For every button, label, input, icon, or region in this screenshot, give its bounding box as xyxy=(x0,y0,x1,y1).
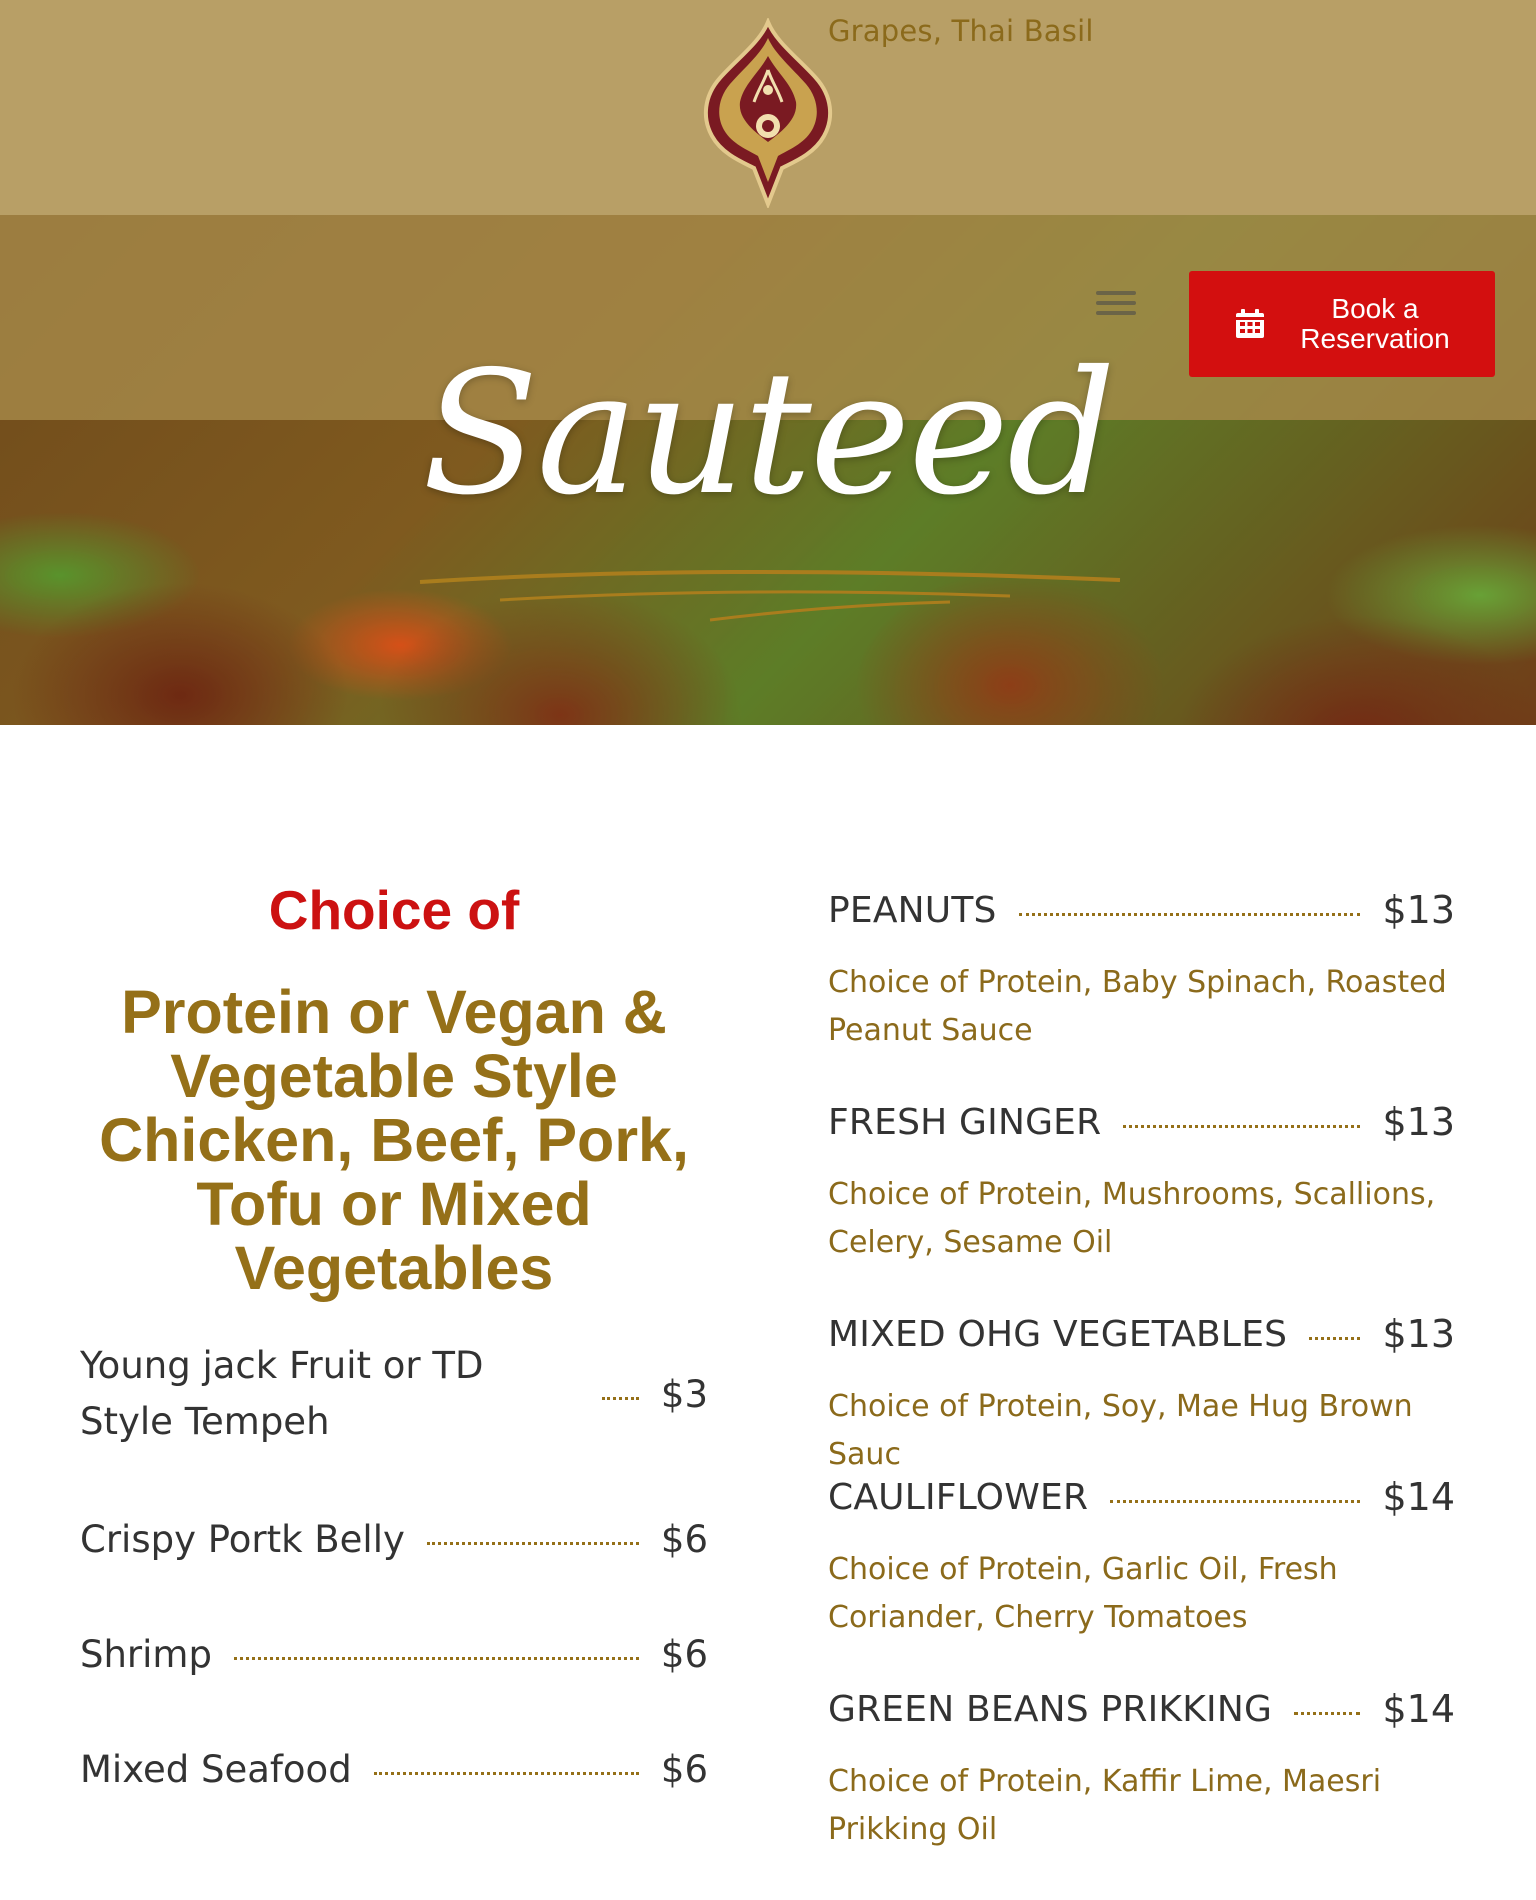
hero-banner xyxy=(0,215,1536,725)
dish-price: $14 xyxy=(1382,1475,1455,1519)
addon-row xyxy=(80,1748,708,1791)
dot-leader xyxy=(1123,1125,1360,1128)
dot-leader xyxy=(1309,1337,1360,1340)
dish-description: Choice of Protein, Garlic Oil, Fresh Coriander, Cherry Tomatoes xyxy=(828,1552,1338,1635)
dish-description: Choice of Protein, Mushrooms, Scallions, Celery, Sesame Oil xyxy=(828,1177,1436,1260)
dish-price: $13 xyxy=(1382,888,1455,932)
page-title: Sauteed xyxy=(422,335,1114,533)
dish-row xyxy=(828,1100,1455,1144)
dish-price: $13 xyxy=(1382,1312,1455,1356)
book-reservation-label: Book a Reservation xyxy=(1300,293,1450,354)
dish-row xyxy=(828,1475,1455,1519)
addon-row xyxy=(80,1518,708,1561)
addon-row xyxy=(80,1633,708,1676)
dot-leader xyxy=(427,1542,639,1545)
dot-leader xyxy=(1294,1712,1360,1715)
addon-name: Young jack Fruit or TD Style Tempeh xyxy=(80,1344,484,1443)
dish-name: MIXED OHG VEGETABLES xyxy=(828,1313,1288,1355)
title-underline-swash xyxy=(410,560,1130,650)
dot-leader xyxy=(1019,913,1361,916)
dot-leader xyxy=(1110,1500,1360,1503)
addon-price: $6 xyxy=(660,1518,708,1561)
dish-name: FRESH GINGER xyxy=(828,1101,1102,1143)
addon-row xyxy=(80,1338,708,1450)
dish-row xyxy=(828,1687,1455,1731)
dish-description: Choice of Protein, Kaffir Lime, Maesri Prikking Oil xyxy=(828,1764,1382,1847)
addon-name: Crispy Portk Belly xyxy=(80,1518,405,1561)
addon-price: $6 xyxy=(660,1748,708,1791)
site-header xyxy=(0,0,1536,215)
dish-description: Choice of Protein, Soy, Mae Hug Brown Sauc xyxy=(828,1389,1413,1472)
dish-name: PEANUTS xyxy=(828,889,997,931)
dot-leader xyxy=(374,1772,639,1775)
choice-heading: Choice of xyxy=(268,879,520,941)
dish-name: GREEN BEANS PRIKKING xyxy=(828,1688,1273,1730)
addon-price: $6 xyxy=(660,1633,708,1676)
addon-price: $3 xyxy=(660,1372,708,1416)
dot-leader xyxy=(234,1657,639,1660)
dish-row xyxy=(828,1312,1455,1356)
peek-description: Grapes, Thai Basil xyxy=(828,14,1094,48)
dish-price: $13 xyxy=(1382,1100,1455,1144)
dish-price: $14 xyxy=(1382,1687,1455,1731)
addon-name: Shrimp xyxy=(80,1633,212,1676)
ornamental-spade-logo-icon[interactable] xyxy=(698,18,838,208)
addon-name: Mixed Seafood xyxy=(80,1748,352,1791)
dot-leader xyxy=(602,1397,639,1400)
dish-row xyxy=(828,888,1455,932)
dish-name: CAULIFLOWER xyxy=(828,1476,1089,1518)
protein-heading: Protein or Vegan & Vegetable Style Chicken, Beef, Pork, Tofu or Mixed Vegetables xyxy=(99,978,689,1302)
hamburger-menu-icon[interactable] xyxy=(1096,291,1136,319)
dish-description: Choice of Protein, Baby Spinach, Roasted Peanut Sauce xyxy=(828,965,1447,1048)
